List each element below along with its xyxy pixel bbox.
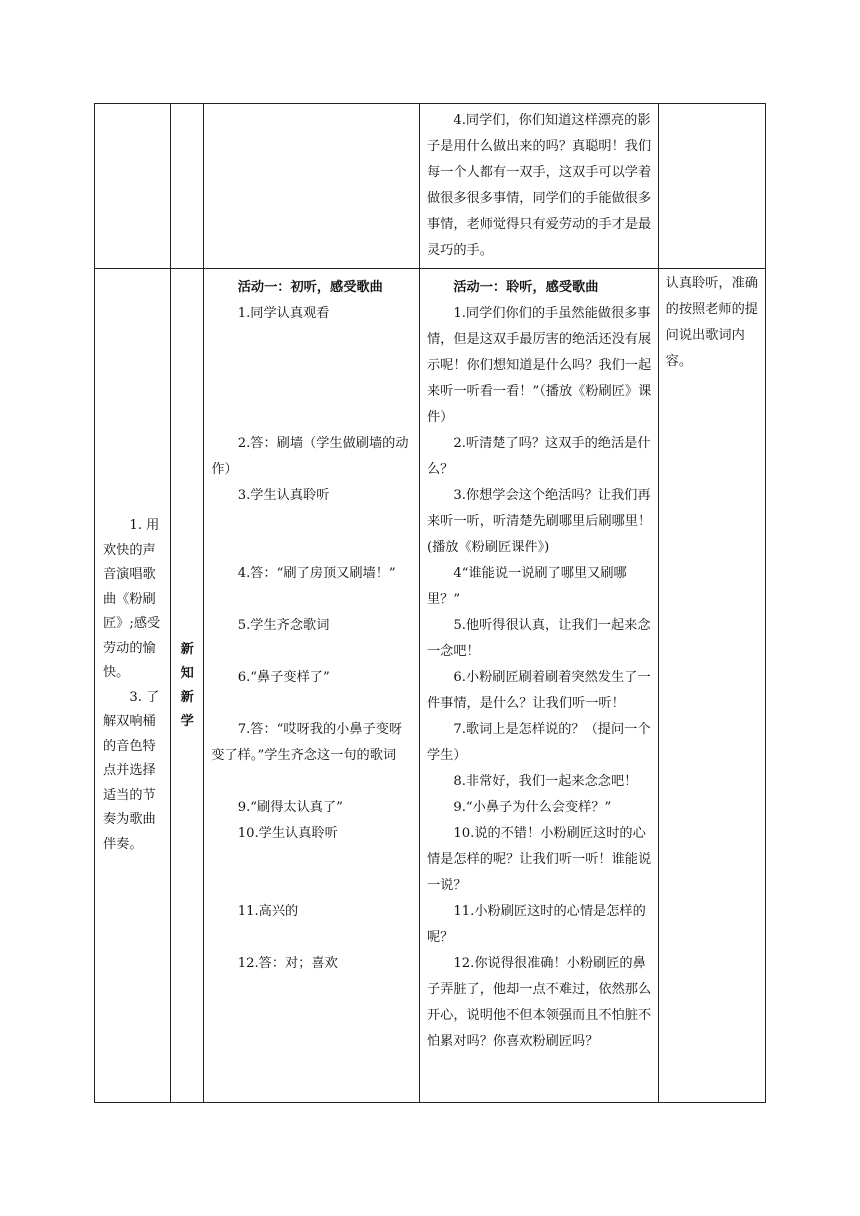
section-cell (171, 269, 204, 1103)
teacher-step: 2.听清楚了吗？这双手的绝活是什么？ (426, 436, 651, 477)
student-step: 4.答：“刷了房顶又刷墙！” (237, 566, 396, 581)
student-step: 3.学生认真聆听 (237, 488, 330, 503)
table-row (95, 104, 766, 269)
teacher-step: 12.你说得很准确！小粉刷匠的鼻子弄脏了，他却一点不难过，依然那么开心，说明他不但本领强而且不怕脏不怕累对吗？你喜欢粉刷匠吗？ (426, 956, 652, 1049)
section-cell (171, 104, 204, 269)
teacher-step: 11.小粉刷匠这时的心情是怎样的呢？ (426, 904, 646, 945)
student-step: 11.高兴的 (237, 904, 299, 919)
student-step: 5.学生齐念歌词 (237, 618, 330, 633)
teacher-step: 8.非常好，我们一起来念念吧！ (453, 774, 638, 789)
goal-item: 1. 用欢快的声音演唱歌曲《粉刷匠》;感受劳动的愉快。 (103, 518, 161, 680)
goals-cell (95, 269, 171, 1103)
teacher-step: 5.他听得很认真，让我们一起来念一念吧！ (426, 618, 651, 659)
table-row (95, 269, 766, 1103)
design-cell (658, 104, 765, 269)
student-activity-cell (204, 104, 420, 269)
teacher-step: 1.同学们你们的手虽然能做很多事情，但是这双手最厉害的绝活还没有展示呢！你们想知道是什么吗？我们一起来听一听看一看！”（播放《粉刷匠》课件） (426, 306, 652, 425)
lesson-plan-table (94, 103, 766, 1103)
student-step: 7.答：“哎呀我的小鼻子变呀变了样。”学生齐念这一句的歌词 (211, 722, 403, 763)
teacher-activity-title: 活动一：聆听，感受歌曲 (453, 280, 599, 295)
student-step: 1.同学认真观看 (237, 306, 330, 321)
student-step: 10.学生认真聆听 (237, 826, 338, 841)
teacher-activity-cell (419, 269, 658, 1103)
teacher-activity-cell (419, 104, 658, 269)
teacher-step: 4“谁能说一说刷了哪里又刷哪里？” (426, 566, 627, 607)
student-step: 9.“刷得太认真了” (237, 800, 343, 815)
goals-cell (95, 104, 171, 269)
student-step: 6.“鼻子变样了” (237, 670, 330, 685)
design-cell (658, 269, 765, 1103)
teacher-step: 9.“小鼻子为什么会变样？” (453, 800, 612, 815)
student-step: 2.答：刷墙（学生做刷墙的动作） (211, 436, 409, 477)
design-intent: 认真聆听，准确的按照老师的提问说出歌词内容。 (665, 276, 758, 369)
teacher-paragraph: 4.同学们，你们知道这样漂亮的影子是用什么做出来的吗？真聪明！我们每一个人都有一双手，这双手可以学着做很多很多事情，同学们的手能做很多事情，老师觉得只有爱劳动的手才是最灵巧的手。 (426, 113, 652, 258)
student-activity-cell (204, 269, 420, 1103)
teacher-step: 7.歌词上是怎样说的？（提问一个学生） (426, 722, 651, 763)
teacher-step: 3.你想学会这个绝活吗？让我们再来听一听，听清楚先刷哪里后刷哪里！(播放《粉刷匠课件》) (426, 488, 652, 555)
goal-item: 3. 了解双响桶的音色特点并选择适当的节奏为歌曲伴奏。 (103, 689, 160, 852)
teacher-step: 10.说的不错！小粉刷匠这时的心情是怎样的呢？让我们听一听！谁能说一说？ (426, 826, 652, 893)
section-label: 新 知 新 学 (180, 641, 194, 729)
student-step (211, 769, 413, 795)
student-step: 12.答：对；喜欢 (237, 956, 338, 971)
teacher-step: 6.小粉刷匠刷着刷着突然发生了一件事情，是什么？让我们听一听！ (426, 670, 651, 711)
student-activity-title: 活动一：初听，感受歌曲 (237, 280, 383, 295)
